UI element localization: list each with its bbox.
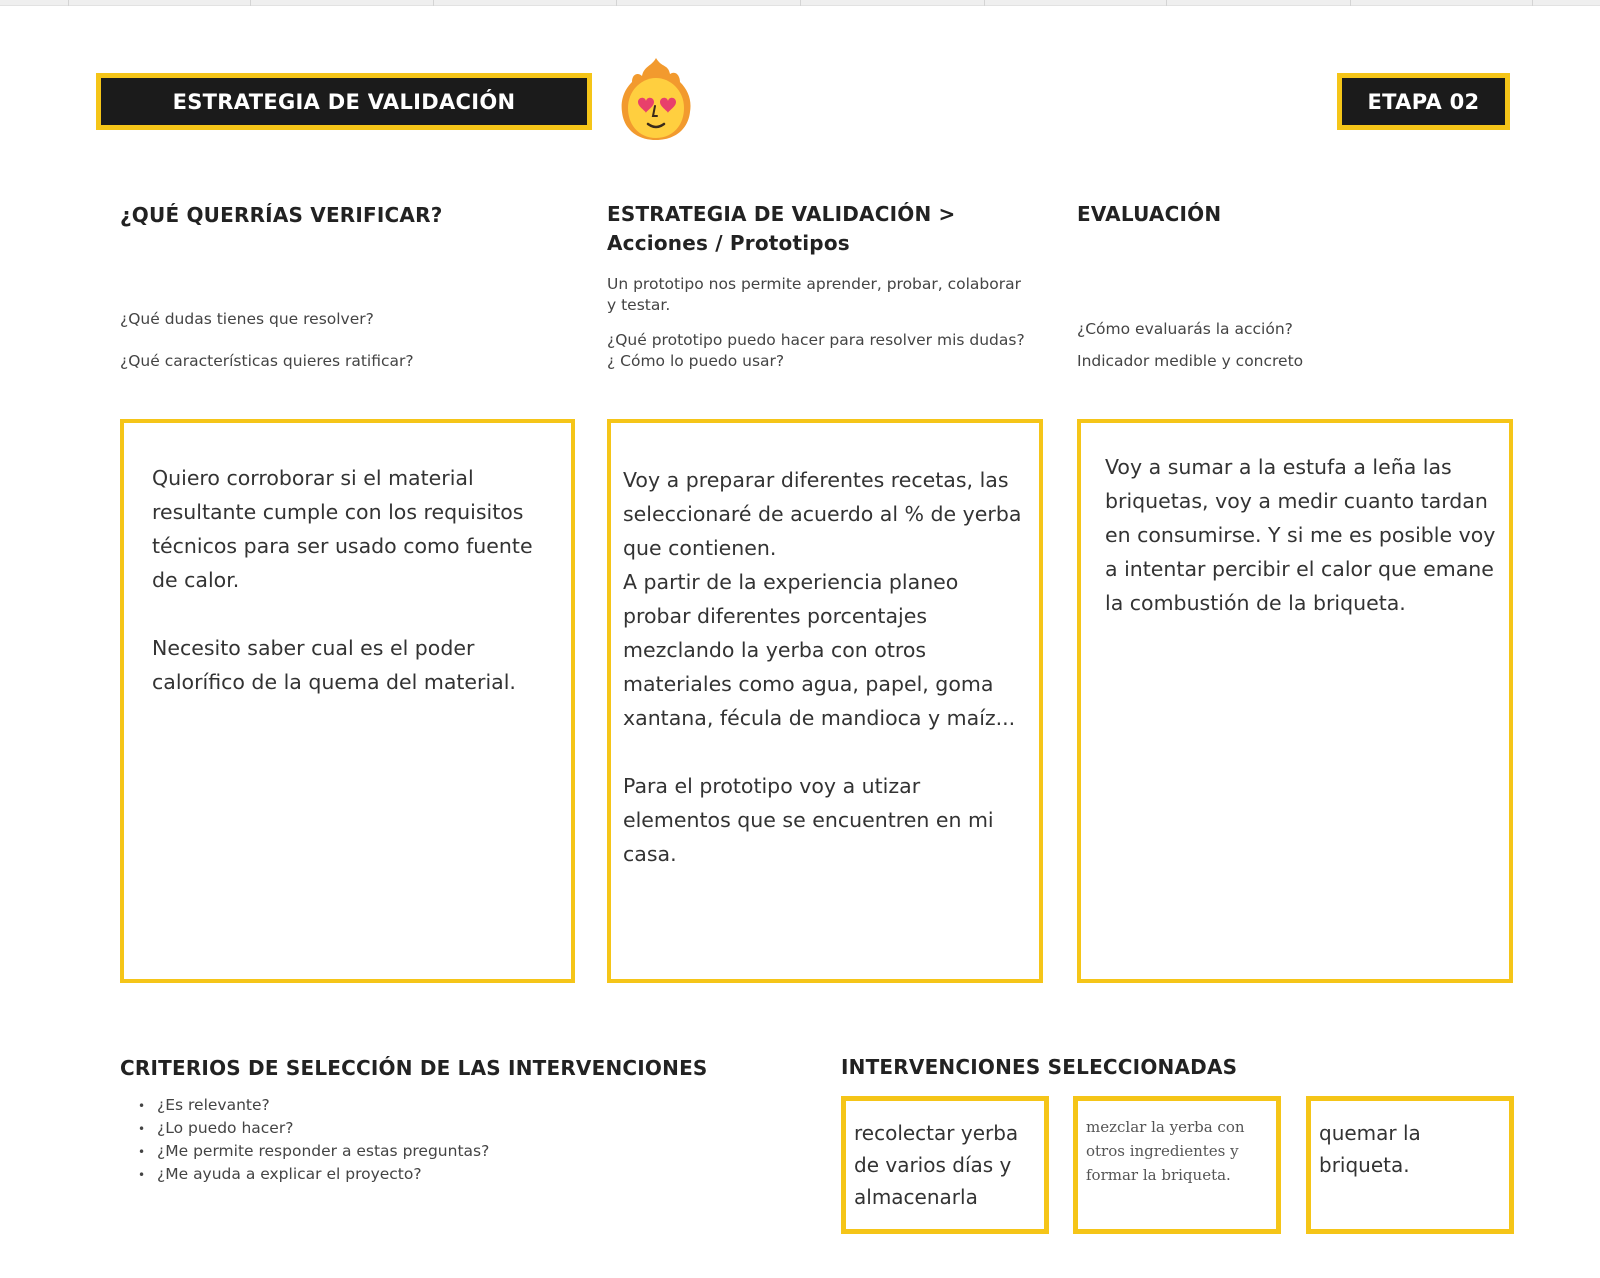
selected-card-text: mezclar la yerba con otros ingredientes y formar la briqueta.: [1086, 1118, 1250, 1184]
selected-card-text: recolectar yerba de varios días y almacenarla: [854, 1121, 1025, 1209]
column-subtitle: Un prototipo nos permite aprender, probar, colaborar y testar.: [607, 275, 1021, 314]
criteria-item: • ¿Lo puedo hacer?: [138, 1117, 489, 1140]
text-card-evaluation[interactable]: [1077, 419, 1513, 983]
ruler-tick: [616, 0, 617, 6]
card-text: Quiero corroborar si el material resultante cumple con los requisitos técnicos para ser usado como fuente de calor. Necesito saber cual es el poder calorífico de la quema del material.: [152, 466, 533, 694]
selected-card[interactable]: [1073, 1096, 1281, 1234]
ruler-tick: [1532, 0, 1533, 6]
flame-heart-eyes-icon: [618, 56, 694, 142]
column-heading-evaluation: EVALUACIÓN: [1077, 202, 1222, 226]
column-subtitle: ¿Qué dudas tienes que resolver?: [120, 310, 374, 328]
column-heading-verify: ¿QUÉ QUERRÍAS VERIFICAR?: [120, 203, 443, 227]
selected-card-text: quemar la briqueta.: [1319, 1121, 1428, 1177]
criteria-list: [138, 1094, 489, 1186]
ruler-tick: [250, 0, 251, 6]
criteria-heading: CRITERIOS DE SELECCIÓN DE LAS INTERVENCIONES: [120, 1056, 708, 1080]
text-card-verify[interactable]: [120, 419, 575, 983]
ruler-tick: [1350, 0, 1351, 6]
selected-card[interactable]: [841, 1096, 1049, 1234]
criteria-item: • ¿Me permite responder a estas preguntas?: [138, 1140, 489, 1163]
criteria-item: • ¿Me ayuda a explicar el proyecto?: [138, 1163, 489, 1186]
column-subtitle: ¿Qué prototipo puedo hacer para resolver mis dudas? ¿ Cómo lo puedo usar?: [607, 331, 1025, 370]
criteria-item: • ¿Es relevante?: [138, 1094, 489, 1117]
stage-badge: ETAPA 02: [1337, 73, 1510, 130]
card-text: Voy a preparar diferentes recetas, las seleccionaré de acuerdo al % de yerba que contienen. A partir de la experiencia planeo probar diferentes porcentajes mezclando la yerba con otros materiales como agua, papel, goma xantana, fécula de mandioca y maíz... Para el prototipo voy a utizar elementos que se encuentren en mi casa.: [623, 468, 1022, 866]
page-title: ESTRATEGIA DE VALIDACIÓN: [96, 73, 592, 130]
column-heading-strategy: ESTRATEGIA DE VALIDACIÓN > Acciones / Prototipos: [607, 202, 956, 255]
ruler-tick: [984, 0, 985, 6]
ruler-tick: [433, 0, 434, 6]
card-text: Voy a sumar a la estufa a leña las briquetas, voy a medir cuanto tardan en consumirse. Y si me es posible voy a intentar percibir el calor que emane la combustión de la briqueta.: [1105, 455, 1502, 615]
selected-heading: INTERVENCIONES SELECCIONADAS: [841, 1055, 1238, 1079]
ruler-tick: [68, 0, 69, 6]
column-subtitle: ¿Cómo evaluarás la acción?: [1077, 320, 1293, 338]
top-ruler: [0, 0, 1600, 6]
ruler-tick: [1166, 0, 1167, 6]
column-subtitle: Indicador medible y concreto: [1077, 352, 1304, 370]
text-card-strategy[interactable]: [607, 419, 1043, 983]
selected-card[interactable]: [1306, 1096, 1514, 1234]
column-subtitle: ¿Qué características quieres ratificar?: [120, 352, 414, 370]
ruler-tick: [800, 0, 801, 6]
